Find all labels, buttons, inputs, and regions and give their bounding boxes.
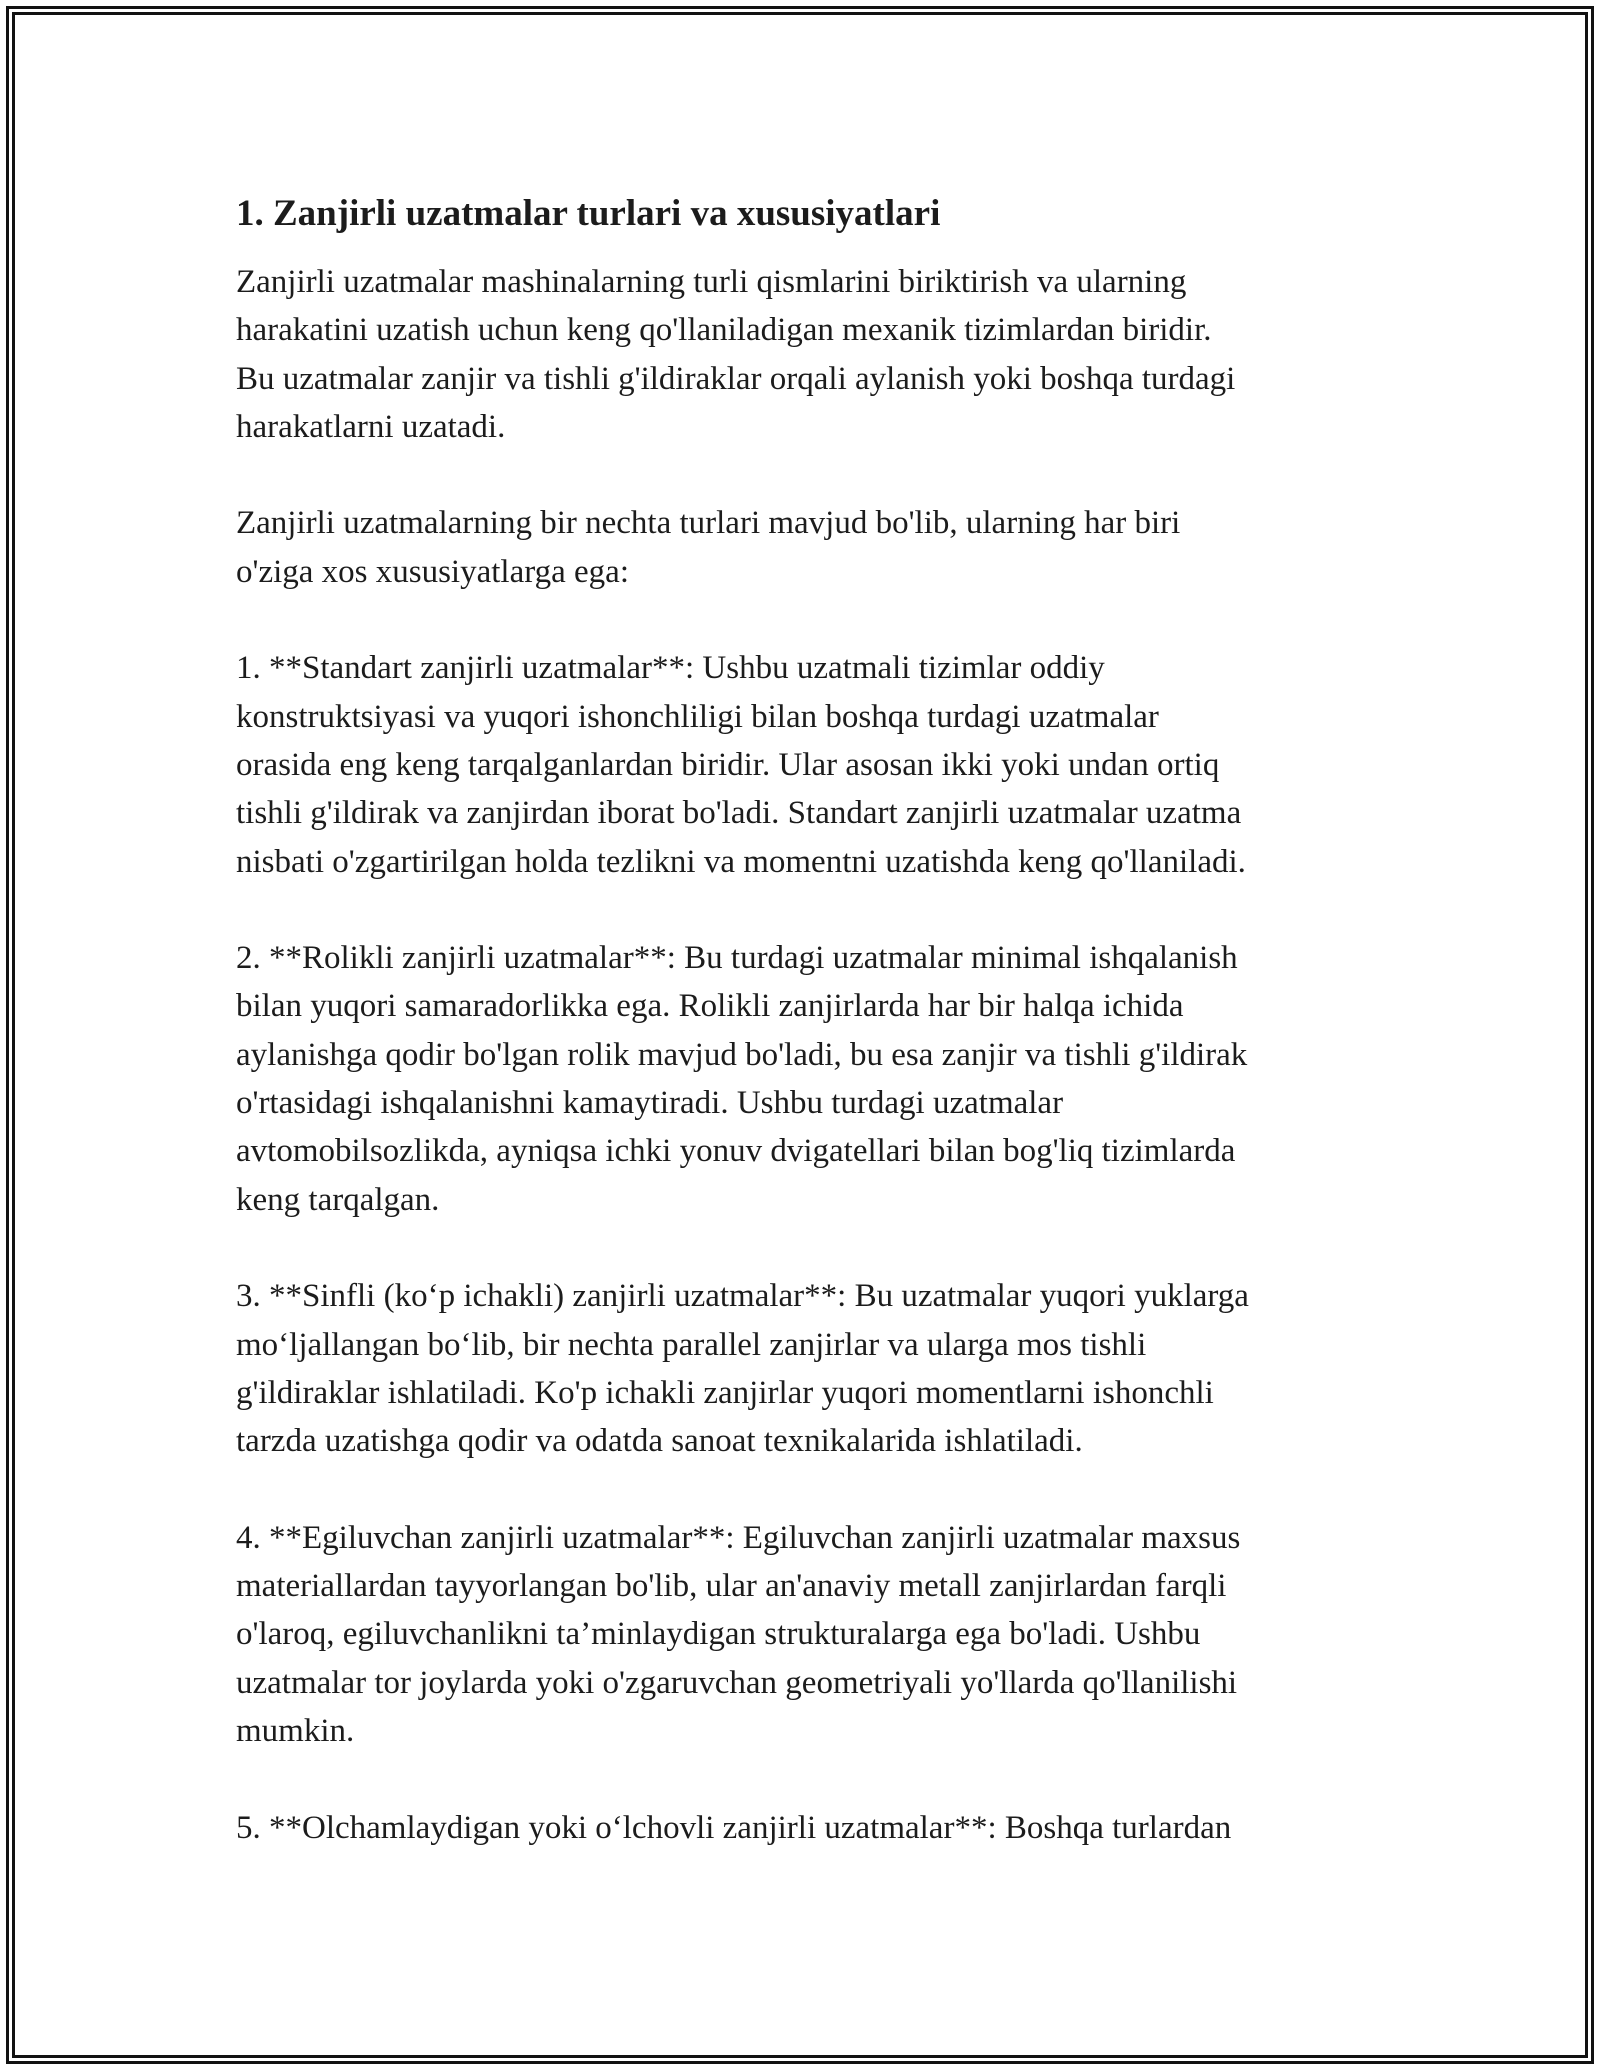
text-line: o'laroq, egiluvchanlikni ta’minlaydigan strukturalarga ega bo'ladi. Ushbu (236, 1616, 1201, 1653)
paragraph-types-intro (236, 499, 1376, 596)
paragraph-item-3-multistrand (236, 1272, 1376, 1465)
text-line: Zanjirli uzatmalarning bir nechta turlari mavjud bo'lib, ularning har biri (236, 505, 1181, 542)
paragraph-intro (236, 258, 1376, 451)
text-line: 5. **Olchamlaydigan yoki o‘lchovli zanjirli uzatmalar**: Boshqa turlardan (236, 1809, 1232, 1846)
text-line: 2. **Rolikli zanjirli uzatmalar**: Bu turdagi uzatmalar minimal ishqalanish (236, 940, 1238, 977)
document-title: 1. Zanjirli uzatmalar turlari va xususiyatlari (236, 193, 941, 234)
text-line: o'rtasidagi ishqalanishni kamaytiradi. Ushbu turdagi uzatmalar (236, 1085, 1064, 1122)
text-line: tishli g'ildirak va zanjirdan iborat bo'ladi. Standart zanjirli uzatmalar uzatma (236, 795, 1242, 832)
text-line: mo‘ljallangan bo‘lib, bir nechta parallel zanjirlar va ularga mos tishli (236, 1326, 1147, 1363)
text-line: nisbati o'zgartirilgan holda tezlikni va momentni uzatishda keng qo'llaniladi. (236, 843, 1246, 880)
text-line: konstruktsiyasi va yuqori ishonchliligi bilan boshqa turdagi uzatmalar (236, 698, 1159, 735)
text-line: 1. **Standart zanjirli uzatmalar**: Ushbu uzatmali tizimlar oddiy (236, 650, 1105, 687)
paragraph-item-1-standard (236, 644, 1376, 885)
text-line: materiallardan tayyorlangan bo'lib, ular an'anaviy metall zanjirlardan farqli (236, 1568, 1227, 1605)
text-line: Bu uzatmalar zanjir va tishli g'ildiraklar orqali aylanish yoki boshqa turdagi (236, 360, 1236, 397)
text-line: orasida eng keng tarqalganlardan biridir. Ular asosan ikki yoki undan ortiq (236, 746, 1220, 783)
text-line: tarzda uzatishga qodir va odatda sanoat texnikalarida ishlatiladi. (236, 1423, 1083, 1460)
text-line: g'ildiraklar ishlatiladi. Ko'p ichakli zanjirlar yuqori momentlarni ishonchli (236, 1374, 1214, 1411)
text-line: uzatmalar tor joylarda yoki o'zgaruvchan geometriyali yo'llarda qo'llanilishi (236, 1664, 1238, 1701)
text-line: aylanishga qodir bo'lgan rolik mavjud bo'ladi, bu esa zanjir va tishli g'ildirak (236, 1036, 1248, 1073)
text-line: 3. **Sinfli (ko‘p ichakli) zanjirli uzatmalar**: Bu uzatmalar yuqori yuklarga (236, 1278, 1249, 1315)
paragraph-item-2-roller (236, 934, 1376, 1224)
text-line: harakatini uzatish uchun keng qo'llaniladigan mexanik tizimlardan biridir. (236, 312, 1212, 349)
text-line: bilan yuqori samaradorlikka ega. Rolikli zanjirlarda har bir halqa ichida (236, 988, 1184, 1025)
text-line: harakatlarni uzatadi. (236, 408, 506, 445)
text-line: mumkin. (236, 1712, 355, 1749)
paragraph-item-5-measuring (236, 1804, 1376, 1852)
document-body (236, 186, 1376, 1900)
text-line: keng tarqalgan. (236, 1181, 440, 1218)
text-line: avtomobilsozlikda, ayniqsa ichki yonuv dvigatellari bilan bog'liq tizimlarda (236, 1133, 1236, 1170)
text-line: o'ziga xos xususiyatlarga ega: (236, 553, 629, 590)
text-line: 4. **Egiluvchan zanjirli uzatmalar**: Egiluvchan zanjirli uzatmalar maxsus (236, 1519, 1241, 1556)
paragraph-item-4-flexible (236, 1514, 1376, 1755)
text-line: Zanjirli uzatmalar mashinalarning turli qismlarini biriktirish va ularning (236, 264, 1187, 300)
